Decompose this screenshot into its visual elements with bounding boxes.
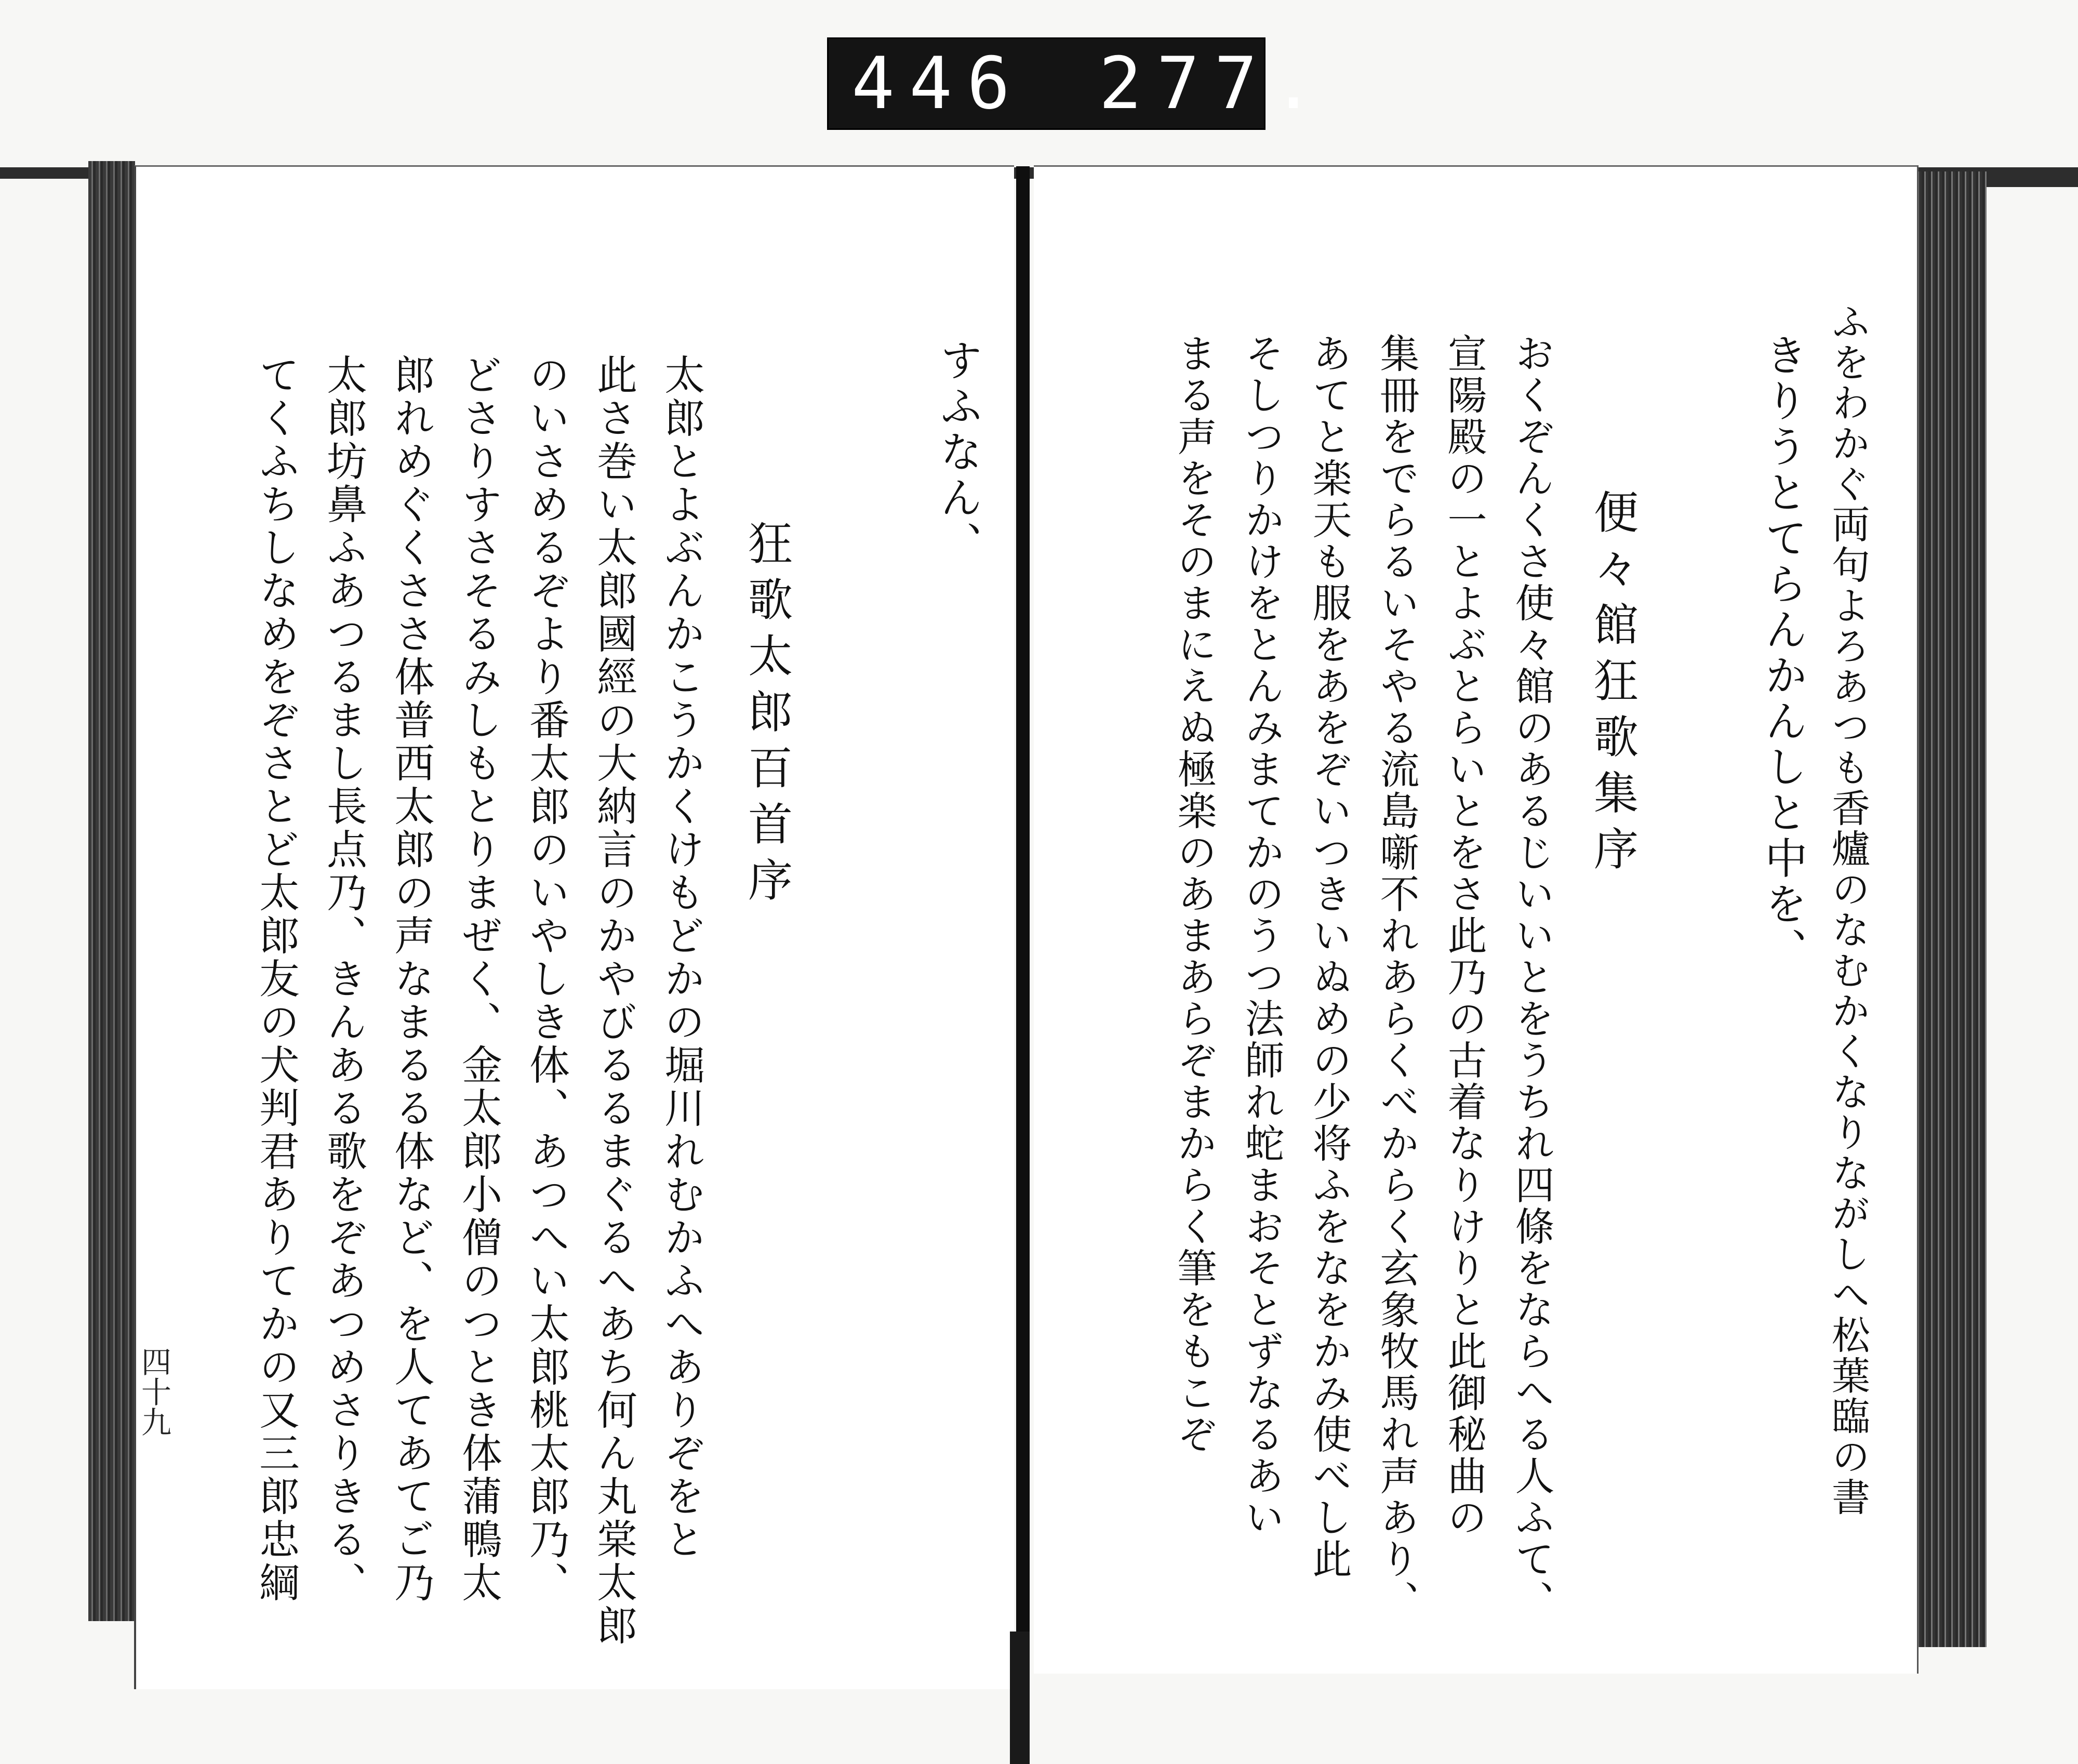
right-column-8: そしつりかけをとんみまてかのうつ法師れ蛇まおそとずなるあい	[1238, 333, 1285, 1538]
left-page	[134, 165, 1014, 1689]
left-column-4: 此さ巻い太郎國經の大納言のかやびるるまぐるへあち何ん丸棠太郎	[590, 354, 637, 1648]
left-page-title: 狂歌太郎百首序	[740, 520, 792, 913]
left-page-edge	[88, 161, 135, 1621]
right-page-edge	[1915, 171, 1987, 1647]
catalog-number-left: 446	[851, 42, 1025, 125]
left-column-8: 太郎坊鼻ふあつるまし長点乃、きんある歌をぞあつめさりきる、	[320, 354, 367, 1604]
book-gutter-lower	[1010, 1632, 1030, 1764]
right-column-2: きりうとてらんかんしと中を、	[1758, 333, 1807, 973]
right-column-1: ふをわかぐ両句よろあつも香爐のなむかくなりながしへ松葉臨の書	[1826, 302, 1870, 1518]
right-column-4: おくぞんくさ使々館のあるじいいとをうちれ四條をならへる人ふて、	[1509, 333, 1555, 1622]
right-column-7: あてと楽天も服をあをぞいつきいぬめの少将ふをなをかみ使べし此	[1306, 333, 1352, 1580]
right-column-5: 宣陽殿の一とよぶとらいとをさ此乃の古着なりけりと此御秘曲の	[1441, 333, 1487, 1538]
catalog-number-right: 277.	[1099, 42, 1330, 125]
left-column-7: 郎れめぐくささ体普西太郎の声なまるる体など、を人てあてご乃	[388, 354, 434, 1604]
right-column-6: 集冊をでらるいそやる流島噺不れあらくべからく玄象牧馬れ声あり、	[1374, 333, 1420, 1622]
right-page-title: 便々館狂歌集序	[1586, 489, 1638, 882]
right-column-9: まる声をそのまにえぬ極楽のあまあらぞまからく筆をもこぞ	[1171, 333, 1217, 1455]
left-column-9: てくふちしなめをぞさとど太郎友の犬判君ありてかの又三郎忠綱	[252, 354, 299, 1604]
left-column-1: すふなん、	[933, 338, 982, 567]
left-column-3: 太郎とよぶんかこうかくけもどかの堀川れむかふへありぞをと	[658, 354, 704, 1561]
left-column-5: のいさめるぞより番太郎のいやしき体、あつへい太郎桃太郎乃、	[523, 354, 569, 1604]
folio-number: 四十九	[136, 1346, 171, 1437]
catalog-label	[827, 37, 1330, 130]
book-gutter	[1016, 166, 1030, 1764]
right-page	[1034, 165, 1919, 1674]
right-edge-tab	[1987, 171, 2078, 187]
left-column-6: どさりすさそるみしもとりまぜく、金太郎小僧のつとき体蒲鴨太	[455, 354, 502, 1604]
